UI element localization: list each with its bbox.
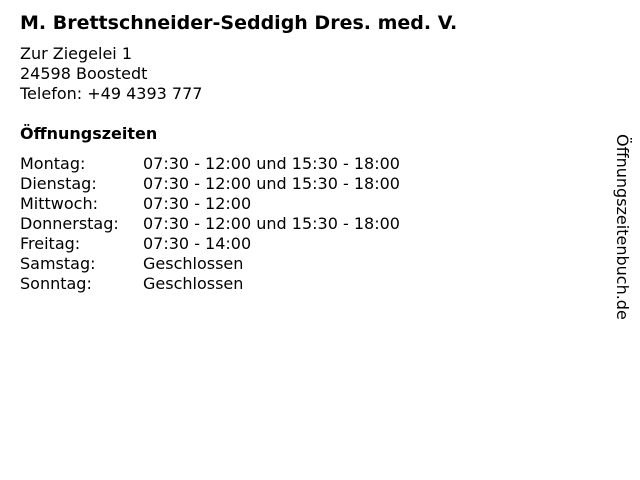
time-value: 07:30 - 14:00	[143, 234, 252, 253]
day-label: Sonntag:	[20, 274, 92, 293]
day-label: Samstag:	[20, 254, 96, 273]
hours-heading: Öffnungszeiten	[20, 124, 158, 143]
time-value: 07:30 - 12:00 und 15:30 - 18:00	[143, 174, 400, 193]
hours-table	[20, 154, 400, 294]
day-label: Freitag:	[20, 234, 81, 253]
day-label: Dienstag:	[20, 174, 97, 193]
hours-row-thursday	[20, 214, 400, 234]
hours-row-tuesday	[20, 174, 400, 194]
hours-row-wednesday	[20, 194, 400, 214]
time-value: 07:30 - 12:00 und 15:30 - 18:00	[143, 214, 400, 233]
phone-number: Telefon: +49 4393 777	[20, 84, 203, 103]
time-value: Geschlossen	[143, 274, 244, 293]
hours-row-saturday	[20, 254, 400, 274]
brand-watermark: Öffnungszeitenbuch.de	[613, 134, 632, 320]
address-block	[20, 44, 202, 104]
hours-row-sunday	[20, 274, 400, 294]
postal-city: 24598 Boostedt	[20, 64, 148, 83]
time-value: 07:30 - 12:00	[143, 194, 252, 213]
street-address: Zur Ziegelei 1	[20, 44, 133, 63]
hours-row-monday	[20, 154, 400, 174]
business-name: M. Brettschneider-Seddigh Dres. med. V.	[20, 12, 458, 34]
time-value: 07:30 - 12:00 und 15:30 - 18:00	[143, 154, 400, 173]
hours-row-friday	[20, 234, 400, 254]
day-label: Montag:	[20, 154, 86, 173]
day-label: Mittwoch:	[20, 194, 98, 213]
day-label: Donnerstag:	[20, 214, 119, 233]
time-value: Geschlossen	[143, 254, 244, 273]
